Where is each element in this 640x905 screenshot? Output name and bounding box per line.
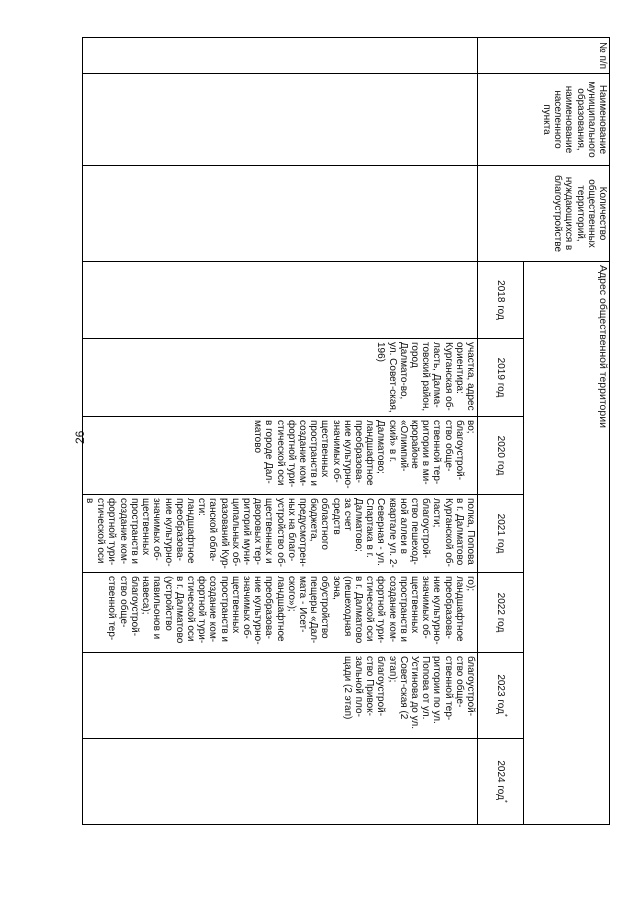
- table-row: [82, 38, 477, 825]
- header-address-group: Адрес общественной территории: [524, 262, 610, 825]
- header-2023: [478, 653, 524, 739]
- header-2022: 2022 год: [478, 573, 524, 653]
- cell-2024: [82, 739, 477, 825]
- cell-2018: [82, 262, 477, 339]
- cell-2020: во; благоустрой-ство обще-ственной тер-ритории в ми-крорайоне «Олимпий-ский» в г. Далматово; ландшафтное преобразова-ние культурно-значимых об-щественных пространств и создание ком-фортной тури-стической оси в городе Дал-матово: [82, 417, 477, 495]
- header-num: № п/п: [478, 38, 610, 74]
- header-2023-footnote-mark: *: [500, 713, 508, 717]
- rotated-table-wrapper: [84, 37, 610, 824]
- header-2019: 2019 год: [478, 339, 524, 417]
- header-2021: 2021 год: [478, 495, 524, 573]
- header-2024-label: 2024 год: [495, 760, 507, 800]
- page-number: 26: [73, 430, 87, 444]
- header-row-1: [524, 38, 610, 825]
- cell-name: [82, 74, 477, 166]
- cell-2021: полка, Попова в г. Далматово Курганской об-ласти; благоустрой-ство пешеход-ной аллеи в квартале ул. 2-Северная - ул. Спартака в г. Далматово; за счет средств областного бюджета, предусмотрен-ных на благо-устройство об-щественных и дворовых тер-риторий муни-ципальных об-разований Кур-ганской обла-сти: ландшафтное преобразова-ние культурно-значимых об-щественных пространств и создание ком-фортной тури-стической оси в: [82, 495, 477, 573]
- header-name: Наименование муниципального образования, наименование населенного пункта: [478, 74, 610, 166]
- header-count: Количество общественных территорий, нуждающихся в благоустройстве: [478, 166, 610, 262]
- header-2018: 2018 год: [478, 262, 524, 339]
- public-territories-table: [82, 37, 610, 825]
- cell-2019: участка, адрес ориентира: Курганская об-ласть, Далма-товский район, город Далмато-во, ул. Совет-ская, 196): [82, 339, 477, 417]
- cell-num: [82, 38, 477, 74]
- header-2023-label: 2023 год: [495, 674, 507, 714]
- header-2020: 2020 год: [478, 417, 524, 495]
- header-2024: [478, 739, 524, 825]
- cell-2023: благоустрой-ство обще-ственной тер-ритории по ул. Попова от ул. Устинова до ул. Совет-ская (2 этап); благоустрой-ство Привок-зальной пло-щади (2 этап): [82, 653, 477, 739]
- cell-count: [82, 166, 477, 262]
- header-2024-footnote-mark: *: [500, 800, 508, 803]
- cell-2022: го); ландшафтное преобразова-ние культурно-значимых об-щественных пространств и создание ком-фортной тури-стической оси в г. Далматово (пешеходная зона, обустройство пещеры «Дал-мата - Исет-ского»); ландшафтное преобразова-ние культурно-значимых об-щественных пространств и создание ком-фортной тури-стической оси в г. Далматово (устройство павильонов и навеса); благоустрой-ство обще-ственной тер-: [82, 573, 477, 653]
